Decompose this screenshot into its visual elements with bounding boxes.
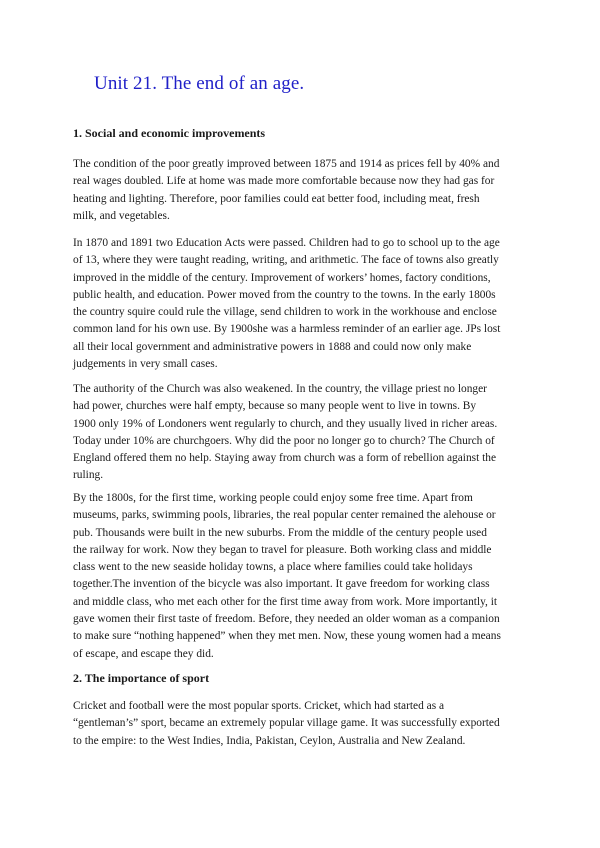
text-line: all their local government and administrative powers in 1888 and could now only make — [73, 340, 472, 353]
text-line: real wages doubled. Life at home was made more comfortable because now they had gas for — [73, 175, 495, 188]
page-title: Unit 21. The end of an age. — [94, 73, 305, 94]
text-line: the country squire could rule the village, send children to work in the workhouse and enclose — [73, 306, 497, 319]
text-line: together.The invention of the bicycle was also important. It gave freedom for working class — [73, 578, 490, 591]
text-line: Today under 10% are churchgoers. Why did the poor no longer go to church? The Church of — [73, 434, 495, 447]
text-line: common land for his own use. By 1900she was a harmless reminder of an earlier age. JPs lost — [73, 323, 501, 336]
text-line: class went to the new seaside holiday towns, a place where families could take holidays — [73, 561, 473, 574]
text-line: to the empire: to the West Indies, India, Pakistan, Ceylon, Australia and New Zealand. — [73, 734, 466, 747]
paragraph-cricket-football — [73, 698, 531, 750]
text-line: museums, parks, swimming pools, libraries, the real popular center remained the alehouse or — [73, 509, 496, 522]
text-line: By the 1800s, for the first time, working people could enjoy some free time. Apart from — [73, 492, 473, 504]
text-line: public health, and education. Power moved from the country to the towns. In the early 1800s — [73, 288, 496, 301]
text-line: improved in the middle of the century. Improvement of workers’ homes, factory conditions, — [73, 271, 491, 284]
paragraph-education-acts — [73, 235, 531, 373]
paragraph-living-conditions — [73, 156, 531, 225]
text-line: The condition of the poor greatly improved between 1875 and 1914 as prices fell by 40% and — [73, 158, 500, 170]
paragraph-free-time — [73, 490, 531, 663]
text-line: the railway for work. Now they began to travel for pleasure. Both working class and middle — [73, 543, 492, 556]
text-line: heating and lighting. Therefore, poor families could eat better food, including meat, fresh — [73, 192, 480, 205]
text-line: to make sure “nothing happened” when they met men. Now, these young women had a means — [73, 630, 501, 643]
text-line: England offered them no help. Staying away from church was a form of rebellion against the — [73, 452, 497, 465]
section-heading-sport: 2. The importance of sport — [73, 671, 210, 685]
text-line: of 13, where they were taught reading, writing, and arithmetic. The face of towns also greatly — [73, 254, 499, 267]
text-line: of escape, and escape they did. — [73, 647, 214, 660]
text-line: had power, churches were half empty, because so many people went to live in towns. By — [73, 400, 477, 413]
text-line: gave women their first taste of freedom. Before, they needed an older woman as a companion — [73, 613, 500, 626]
text-line: The authority of the Church was also weakened. In the country, the village priest no longer — [73, 383, 487, 395]
text-line: ruling. — [73, 469, 104, 482]
text-line: and middle class, who met each other for the first time away from work. More importantly, it — [73, 595, 498, 608]
paragraph-church-authority — [73, 381, 531, 485]
text-line: Cricket and football were the most popular sports. Cricket, which had started as a — [73, 700, 445, 712]
text-line: 1900 only 19% of Londoners went regularly to church, and they usually lived in richer areas. — [73, 417, 498, 430]
text-line: “gentleman’s” sport, became an extremely popular village game. It was successfully exported — [73, 717, 500, 730]
text-line: pub. Thousands were built in the new suburbs. From the middle of the century people used — [73, 526, 487, 539]
section-heading-social-economic: 1. Social and economic improvements — [73, 126, 266, 140]
text-line: In 1870 and 1891 two Education Acts were passed. Children had to go to school up to the age — [73, 237, 500, 249]
text-line: judgements in very small cases. — [73, 358, 218, 371]
text-line: milk, and vegetables. — [73, 209, 170, 222]
